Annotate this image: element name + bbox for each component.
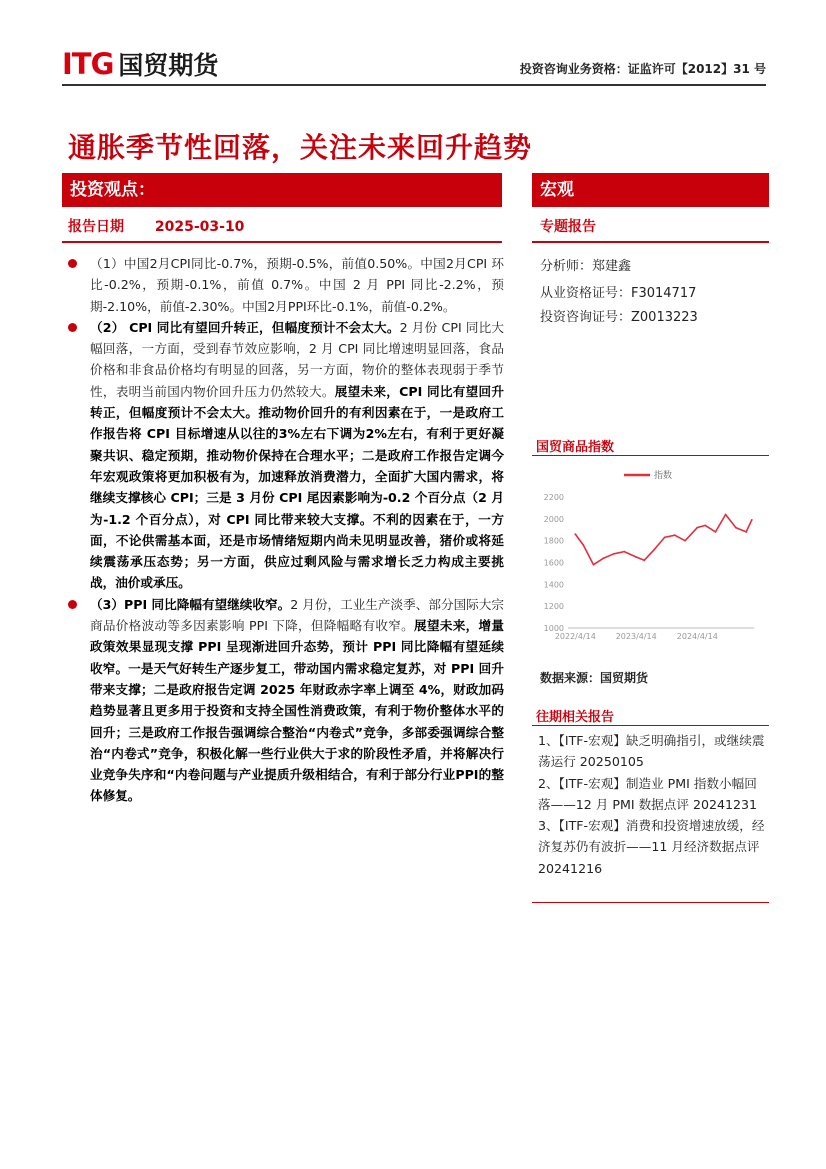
point-3-outlook: 展望未来，增量政策效果显现支撑 PPI 呈现渐进回升态势，预计 PPI 同比降幅有望延续收窄。一是天气好转生产逐步复工，带动国内需求稳定复苏，对 PPI 回升带来支撑；二是政府报告定调 2025 年财政赤字率上调至 4%，财政加码趋势显著且更多用于投资和支持全国性消费政策，有利于物价整体水平的回升；三是政府工作报告强调综合整治“内卷式”竞争，多部委强调综合整治“内卷式”竞争，积极化解一些行业供大于求的阶段性矛盾，并将解决行业竞争失序和“内卷问题与产业提质升级相结合，有利于部分行业PPI的整体修复。 xyxy=(90,618,504,804)
index-series-line xyxy=(575,515,752,565)
analyst-qualification: 从业资格证号：F3014717 xyxy=(540,286,697,301)
related-report-item[interactable]: 2、【ITF-宏观】制造业 PMI 指数小幅回落——12 月 PMI 数据点评 20241231 xyxy=(538,775,758,812)
index-chart xyxy=(532,462,769,642)
related-report-item[interactable]: 1、【ITF-宏观】缺乏明确指引，或继续震荡运行 20250105 xyxy=(538,733,765,770)
report-type: 专题报告 xyxy=(532,213,769,243)
logo-company-name: 国贸期货 xyxy=(118,51,219,80)
index-data-point xyxy=(735,527,737,529)
point-3 xyxy=(68,594,504,807)
y-tick-label: 2000 xyxy=(543,514,564,524)
related-report-item[interactable]: 3、【ITF-宏观】消费和投资增速放缓，经济复苏仍有波折——11 月经济数据点评 20241216 xyxy=(538,818,765,876)
index-data-point xyxy=(613,553,615,555)
bullet-icon xyxy=(68,259,77,268)
logo-itg-text: ITG xyxy=(62,47,114,81)
y-tick-label: 2200 xyxy=(543,493,564,502)
y-tick-label: 1800 xyxy=(543,536,564,546)
point-3-text: 2 月份，工业生产淡季、部分国际大宗商品价格波动等多因素影响 PPI 下降，但降幅略有收窄。 xyxy=(90,596,504,634)
category-bar: 宏观 xyxy=(532,173,769,207)
index-data-point xyxy=(704,524,706,526)
y-tick-label: 1400 xyxy=(543,580,564,590)
header-divider xyxy=(62,84,766,86)
index-data-point xyxy=(654,549,656,551)
index-data-point xyxy=(696,527,698,529)
related-reports-title: 往期相关报告 xyxy=(532,706,769,726)
analyst-consult-id: 投资咨询证号：Z0013223 xyxy=(540,310,698,325)
report-date-value: 2025-03-10 xyxy=(154,219,245,235)
reports-divider xyxy=(532,902,769,903)
point-2-outlook: 展望未来，CPI 同比有望回升转正，但幅度预计不会太大。推动物价回升的有利因素在于，一是政府工作报告将 CPI 目标增速从以往的3%左右下调为2%左右，有利于更好凝聚共识、稳定预期，推动物价保持在合理水平；二是政府工作报告定调今年宏观政策将更加积极有为，加速释放消费潜力，全面扩大国内需求，将继续支撑核心 CPI；三是 3 月份 CPI 尾因素影响为-0.2 个百分点（2 月为-1.2 个百分点），对 CPI 同比带来较大支撑。不利的因素在于，一方面，不论供需基本面，还是市场情绪短期内尚未见明显改善，猪价或将延续震荡承压态势；另一方面，供应过剩风险与需求增长乏力构成主要挑战，油价或承压。 xyxy=(90,383,505,591)
investment-view-bar: 投资观点： xyxy=(62,173,502,207)
point-2 xyxy=(68,317,504,594)
bullet-icon xyxy=(68,323,77,332)
license-text: 投资咨询业务资格：证监许可【2012】31 号 xyxy=(519,62,766,76)
index-data-point xyxy=(664,536,666,538)
index-data-point xyxy=(574,533,576,535)
bullet-icon xyxy=(68,600,77,609)
y-tick-label: 1600 xyxy=(543,558,564,568)
point-1 xyxy=(68,253,504,317)
report-title: 通胀季节性回落，关注未来回升趋势 xyxy=(68,131,533,164)
point-2-heading: （2） CPI 同比有望回升转正，但幅度预计不会太大。 xyxy=(90,319,400,335)
related-reports-list xyxy=(538,730,768,879)
report-date-row xyxy=(62,213,502,243)
x-tick-label: 2023/4/14 xyxy=(615,632,657,641)
point-3-heading: （3）PPI 同比降幅有望继续收窄。 xyxy=(90,596,291,612)
index-data-point xyxy=(582,544,584,546)
y-tick-label: 1200 xyxy=(543,602,564,612)
analyst-name: 分析师：郑建鑫 xyxy=(540,259,632,274)
data-source: 数据来源：国贸期货 xyxy=(540,671,649,685)
index-data-point xyxy=(674,534,676,536)
y-tick-label: 1000 xyxy=(543,624,564,633)
point-2-text: 2 月份 CPI 同比大幅回落，一方面，受到春节效应影响，2 月 CPI 同比增速明显回落，食品价格和非食品价格均有明显的回落，另一方面，物价的整体表现弱于季节性，表明当前国内物价回升压力仍然较大。 xyxy=(90,319,504,399)
index-data-point xyxy=(715,531,717,533)
point-1-text: （1）中国2月CPI同比-0.7%，预期-0.5%，前值0.50%。中国2月CPI 环比-0.2%，预期-0.1%，前值 0.7%。中国 2 月 PPI 同比-2.2%，预期-2.10%，前值-2.30%。中国2月PPI环比-0.1%，前值-0.2%。 xyxy=(90,256,504,314)
legend-label: 指数 xyxy=(654,471,673,481)
index-data-point xyxy=(684,540,686,542)
report-date-label: 报告日期 xyxy=(68,219,124,235)
index-data-point xyxy=(635,556,637,558)
index-chart-svg xyxy=(532,462,769,642)
index-data-point xyxy=(593,564,595,566)
index-data-point xyxy=(623,551,625,553)
index-data-point xyxy=(725,514,727,516)
index-data-point xyxy=(745,531,747,533)
index-data-point xyxy=(643,559,645,561)
index-data-point xyxy=(603,557,605,559)
x-tick-label: 2024/4/14 xyxy=(676,632,718,641)
company-logo xyxy=(62,48,218,80)
x-tick-label: 2022/4/14 xyxy=(554,632,596,641)
index-data-point xyxy=(751,519,753,521)
index-section-title: 国贸商品指数 xyxy=(532,436,769,456)
investment-points xyxy=(68,253,504,807)
